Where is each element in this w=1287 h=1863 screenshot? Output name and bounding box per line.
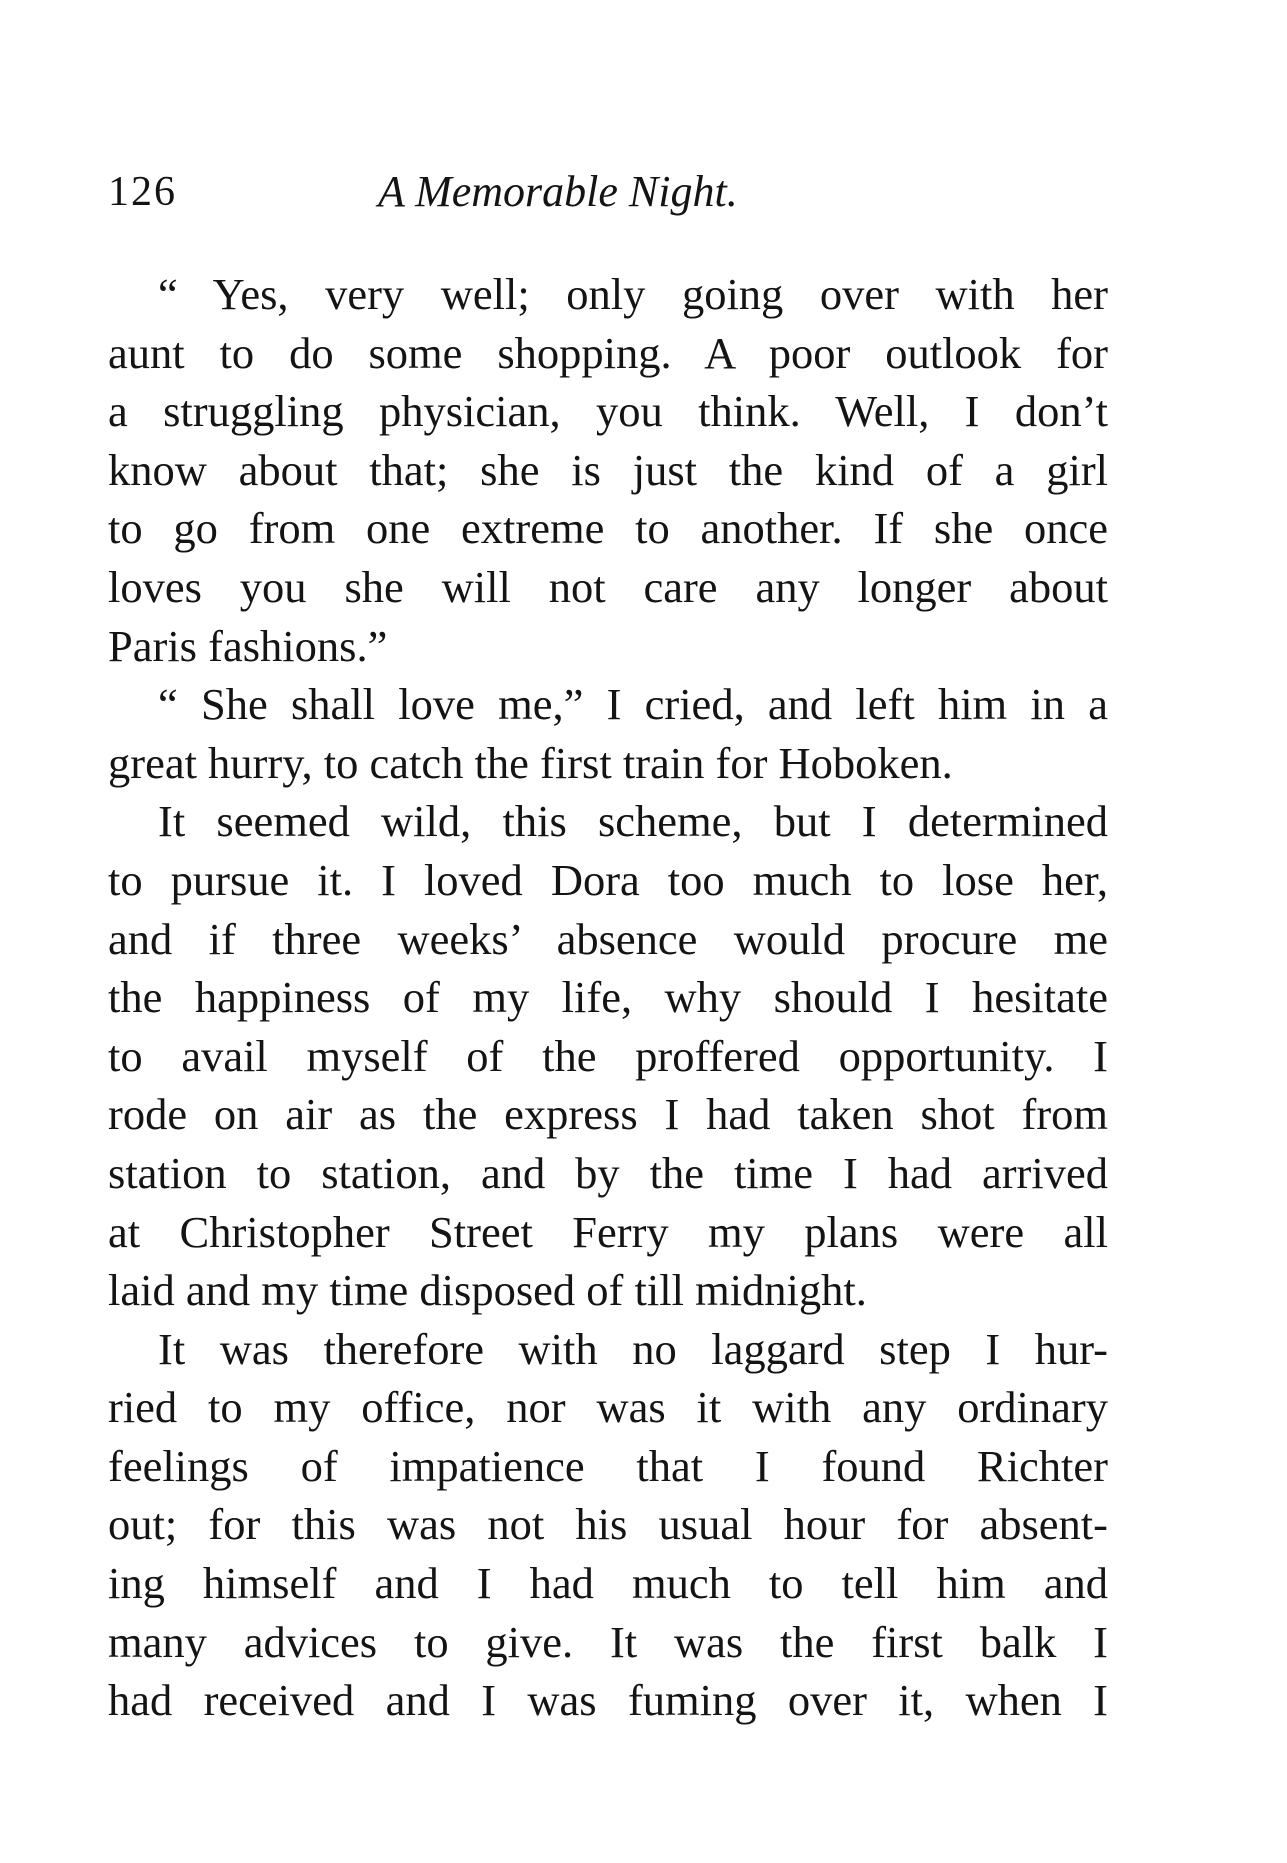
text-line: loves you she will not care any longer about: [108, 561, 1108, 612]
text-line: Paris fashions.”: [108, 620, 388, 671]
text-line: had received and I was fuming over it, when I: [108, 1675, 1108, 1726]
text-line: “ She shall love me,” I cried, and left him in a: [158, 679, 1108, 730]
text-line: to pursue it. I loved Dora too much to lose her,: [108, 854, 1108, 905]
text-line: a struggling physician, you think. Well, I don’t: [108, 386, 1108, 437]
text-line: great hurry, to catch the first train for Hoboken.: [108, 737, 953, 788]
text-line: at Christopher Street Ferry my plans were all: [108, 1206, 1108, 1257]
text-line: the happiness of my life, why should I hesitate: [108, 972, 1108, 1023]
text-line: many advices to give. It was the first balk I: [108, 1616, 1108, 1667]
text-line: ried to my office, nor was it with any ordinary: [108, 1382, 1108, 1433]
running-title: A Memorable Night.: [378, 167, 738, 216]
text-line: out; for this was not his usual hour for absent-: [108, 1499, 1108, 1550]
text-line: to avail myself of the proffered opportunity. I: [108, 1030, 1108, 1081]
text-line: It seemed wild, this scheme, but I determined: [158, 796, 1108, 847]
page-header: [108, 162, 1108, 232]
text-line: feelings of impatience that I found Richter: [108, 1440, 1108, 1491]
text-line: It was therefore with no laggard step I hur-: [158, 1323, 1108, 1374]
text-line: aunt to do some shopping. A poor outlook for: [108, 327, 1108, 378]
text-line: laid and my time disposed of till midnight.: [108, 1265, 867, 1316]
text-line: ing himself and I had much to tell him and: [108, 1558, 1108, 1609]
text-line: know about that; she is just the kind of a girl: [108, 444, 1108, 495]
text-line: to go from one extreme to another. If she once: [108, 503, 1108, 554]
page-number: 126: [108, 169, 177, 215]
text-line: rode on air as the express I had taken shot from: [108, 1089, 1108, 1140]
text-line: “ Yes, very well; only going over with her: [158, 269, 1108, 319]
text-line: station to station, and by the time I had arrived: [108, 1147, 1108, 1198]
body-text: [108, 265, 1108, 1730]
text-line: and if three weeks’ absence would procure me: [108, 913, 1108, 964]
